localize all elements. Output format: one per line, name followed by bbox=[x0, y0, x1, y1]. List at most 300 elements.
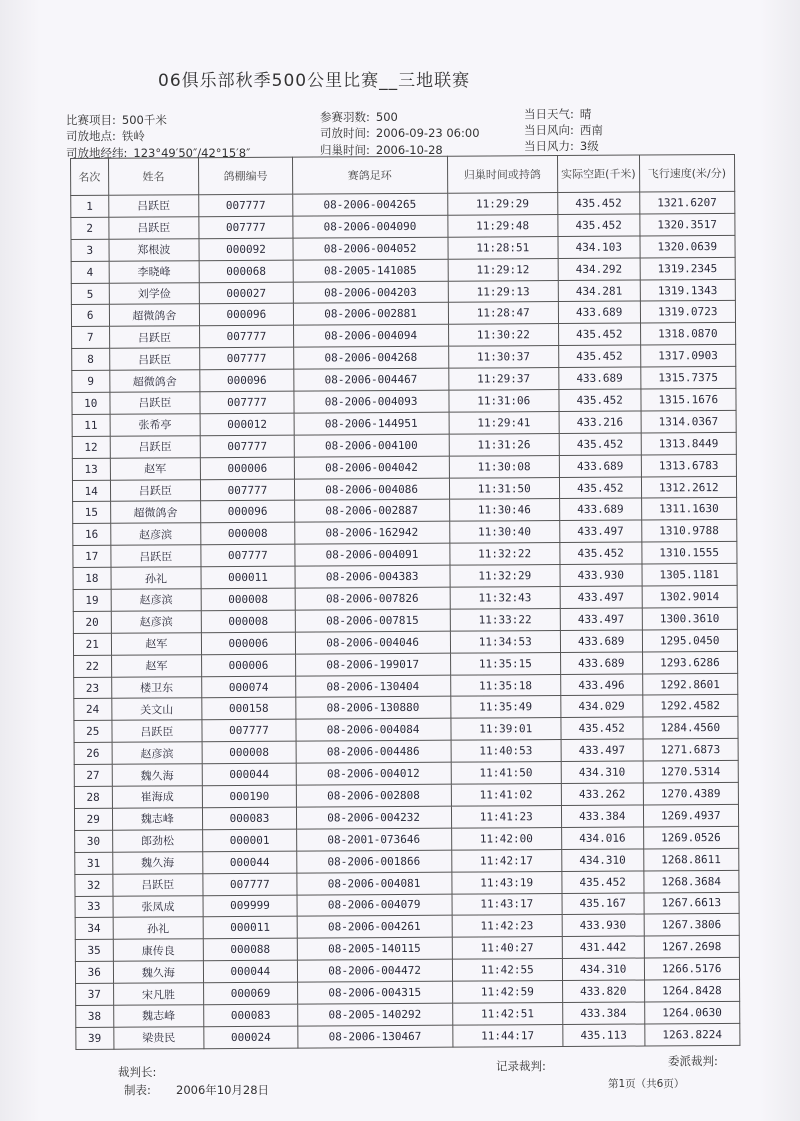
referee-label: 裁判长: bbox=[118, 1065, 157, 1079]
cell-rank: 27 bbox=[74, 764, 112, 786]
cell-return-time: 11:29:41 bbox=[449, 411, 560, 434]
cell-return-time: 11:40:53 bbox=[451, 740, 562, 763]
cell-rank: 20 bbox=[73, 611, 111, 633]
cell-return-time: 11:29:12 bbox=[448, 258, 559, 281]
cell-distance: 435.452 bbox=[559, 389, 641, 411]
cell-name: 关文山 bbox=[111, 698, 202, 720]
cell-race-ring: 08-2001-073646 bbox=[296, 828, 451, 851]
results-table bbox=[70, 154, 740, 1050]
cell-race-ring: 08-2005-140115 bbox=[297, 937, 452, 960]
cell-return-time: 11:31:26 bbox=[449, 433, 560, 456]
cell-rank: 26 bbox=[74, 743, 112, 765]
cell-distance: 434.103 bbox=[558, 236, 640, 258]
cell-return-time: 11:29:48 bbox=[447, 214, 558, 237]
header-rank: 名次 bbox=[71, 158, 109, 195]
tabulator-date: 2006年10月28日 bbox=[176, 1083, 270, 1097]
page-info: 第1页（共6页） bbox=[608, 1078, 685, 1090]
cell-rank: 19 bbox=[73, 589, 111, 611]
cell-loft-number: 007777 bbox=[203, 873, 297, 895]
weather-info bbox=[524, 106, 591, 122]
cell-name: 赵彦滨 bbox=[111, 611, 202, 633]
cell-distance: 431.442 bbox=[562, 936, 644, 958]
cell-loft-number: 000088 bbox=[203, 938, 297, 960]
cell-return-time: 11:30:46 bbox=[449, 499, 560, 522]
cell-race-ring: 08-2006-004232 bbox=[296, 806, 451, 829]
cell-race-ring: 08-2006-002887 bbox=[294, 500, 449, 523]
cell-name: 康传良 bbox=[113, 939, 204, 961]
cell-distance: 435.452 bbox=[559, 345, 641, 367]
cell-distance: 433.689 bbox=[560, 630, 642, 652]
cell-speed: 1267.3806 bbox=[644, 914, 740, 936]
cell-rank: 6 bbox=[71, 305, 109, 327]
cell-return-time: 11:29:13 bbox=[448, 280, 559, 303]
cell-distance: 433.930 bbox=[562, 914, 644, 936]
cell-speed: 1266.5176 bbox=[644, 958, 740, 980]
cell-distance: 433.930 bbox=[560, 564, 642, 586]
cell-return-time: 11:31:06 bbox=[448, 390, 559, 413]
cell-return-time: 11:41:50 bbox=[451, 762, 562, 785]
cell-rank: 32 bbox=[75, 874, 113, 896]
results-table-body bbox=[71, 191, 740, 1049]
cell-name: 魏志峰 bbox=[112, 808, 203, 830]
release-site-value: 铁岭 bbox=[121, 129, 145, 143]
cell-return-time: 11:43:19 bbox=[451, 871, 562, 894]
cell-loft-number: 007777 bbox=[199, 216, 293, 238]
cell-distance: 433.496 bbox=[561, 674, 643, 696]
cell-speed: 1268.8611 bbox=[643, 848, 739, 870]
wind-direction-label: 当日风向: bbox=[524, 123, 574, 137]
cell-distance: 434.029 bbox=[561, 695, 643, 717]
cell-name: 吕跃臣 bbox=[109, 348, 200, 370]
cell-rank: 39 bbox=[76, 1027, 114, 1049]
cell-name: 吕跃臣 bbox=[109, 326, 200, 348]
cell-name: 吕跃臣 bbox=[108, 217, 199, 239]
cell-rank: 25 bbox=[74, 721, 112, 743]
cell-loft-number: 000008 bbox=[201, 610, 295, 632]
cell-race-ring: 08-2006-004100 bbox=[294, 434, 449, 457]
cell-loft-number: 007777 bbox=[200, 391, 294, 413]
cell-speed: 1320.0639 bbox=[640, 235, 736, 257]
cell-speed: 1319.2345 bbox=[640, 257, 736, 279]
cell-race-ring: 08-2006-130404 bbox=[295, 675, 450, 698]
cell-speed: 1312.2612 bbox=[641, 476, 737, 498]
cell-race-ring: 08-2006-004081 bbox=[297, 872, 452, 895]
cell-distance: 434.310 bbox=[561, 761, 643, 783]
cell-name: 梁贵民 bbox=[113, 1027, 204, 1049]
cell-distance: 433.216 bbox=[559, 411, 641, 433]
cell-speed: 1315.7375 bbox=[640, 367, 736, 389]
cell-speed: 1267.2698 bbox=[644, 936, 740, 958]
cell-rank: 12 bbox=[72, 436, 110, 458]
cell-rank: 11 bbox=[72, 414, 110, 436]
cell-speed: 1320.3517 bbox=[639, 213, 735, 235]
cell-loft-number: 000096 bbox=[200, 369, 294, 391]
race-item-value: 500千米 bbox=[121, 113, 167, 127]
cell-speed: 1264.8428 bbox=[644, 979, 740, 1001]
cell-return-time: 11:30:37 bbox=[448, 346, 559, 369]
cell-loft-number: 000074 bbox=[202, 676, 296, 698]
cell-loft-number: 007777 bbox=[200, 435, 294, 457]
cell-race-ring: 08-2006-001866 bbox=[296, 850, 451, 873]
cell-loft-number: 000006 bbox=[202, 654, 296, 676]
cell-distance: 435.452 bbox=[561, 717, 643, 739]
cell-loft-number: 000068 bbox=[199, 260, 293, 282]
cell-loft-number: 000008 bbox=[201, 522, 295, 544]
cell-race-ring: 08-2006-004261 bbox=[297, 916, 452, 939]
cell-race-ring: 08-2006-007815 bbox=[295, 609, 450, 632]
header-speed: 飞行速度(米/分) bbox=[639, 154, 735, 192]
cell-race-ring: 08-2006-004046 bbox=[295, 631, 450, 654]
cell-return-time: 11:30:22 bbox=[448, 324, 559, 347]
cell-rank: 24 bbox=[74, 699, 112, 721]
cell-speed: 1284.4560 bbox=[642, 717, 738, 739]
cell-return-time: 11:42:17 bbox=[451, 849, 562, 872]
cell-speed: 1310.1555 bbox=[641, 542, 737, 564]
cell-race-ring: 08-2006-004265 bbox=[292, 193, 447, 216]
release-coords-value: 123°49′50″/42°15′8″ bbox=[133, 146, 251, 160]
cell-speed: 1267.6613 bbox=[644, 892, 740, 914]
cell-race-ring: 08-2006-004472 bbox=[297, 959, 452, 982]
cell-distance: 433.689 bbox=[559, 367, 641, 389]
cell-name: 孙礼 bbox=[111, 567, 202, 589]
header-distance: 实际空距(千米) bbox=[557, 155, 639, 192]
header-name: 姓名 bbox=[108, 158, 199, 196]
cell-loft-number: 000092 bbox=[199, 238, 293, 260]
cell-distance: 433.497 bbox=[561, 739, 643, 761]
cell-return-time: 11:44:17 bbox=[452, 1024, 563, 1047]
cell-rank: 2 bbox=[71, 217, 109, 239]
cell-speed: 1292.8601 bbox=[642, 673, 738, 695]
cell-return-time: 11:28:51 bbox=[447, 236, 558, 259]
cell-speed: 1271.6873 bbox=[643, 739, 739, 761]
cell-race-ring: 08-2005-141085 bbox=[293, 259, 448, 282]
cell-rank: 38 bbox=[76, 1005, 114, 1027]
cell-race-ring: 08-2006-004090 bbox=[293, 215, 448, 238]
cell-return-time: 11:35:49 bbox=[450, 696, 561, 719]
cell-speed: 1310.9788 bbox=[641, 520, 737, 542]
cell-loft-number: 009999 bbox=[203, 895, 297, 917]
cell-rank: 23 bbox=[74, 677, 112, 699]
cell-distance: 433.262 bbox=[561, 783, 643, 805]
cell-name: 魏志峰 bbox=[113, 1005, 204, 1027]
release-time-label: 司放时间: bbox=[320, 126, 370, 140]
cell-rank: 18 bbox=[73, 567, 111, 589]
release-site-info bbox=[66, 128, 145, 144]
cell-distance: 433.497 bbox=[560, 586, 642, 608]
cell-distance: 433.689 bbox=[560, 498, 642, 520]
cell-name: 赵军 bbox=[111, 633, 202, 655]
wind-force-label: 当日风力: bbox=[524, 139, 574, 153]
cell-rank: 31 bbox=[75, 852, 113, 874]
cell-loft-number: 000011 bbox=[201, 566, 295, 588]
cell-race-ring: 08-2006-130467 bbox=[298, 1025, 453, 1048]
cell-rank: 34 bbox=[75, 918, 113, 940]
wind-force-info bbox=[524, 138, 599, 154]
cell-return-time: 11:42:51 bbox=[452, 1002, 563, 1025]
cell-return-time: 11:42:55 bbox=[452, 959, 563, 982]
cell-distance: 434.292 bbox=[558, 258, 640, 280]
cell-race-ring: 08-2006-002881 bbox=[293, 303, 448, 326]
cell-loft-number: 000008 bbox=[202, 741, 296, 763]
cell-speed: 1270.5314 bbox=[643, 761, 739, 783]
cell-race-ring: 08-2006-004079 bbox=[297, 894, 452, 917]
cell-rank: 13 bbox=[72, 458, 110, 480]
cell-rank: 8 bbox=[72, 348, 110, 370]
cell-speed: 1269.0526 bbox=[643, 826, 739, 848]
cell-speed: 1263.8224 bbox=[644, 1023, 740, 1045]
cell-loft-number: 000044 bbox=[202, 763, 296, 785]
cell-rank: 5 bbox=[71, 283, 109, 305]
table-row bbox=[76, 1023, 740, 1049]
cell-rank: 17 bbox=[73, 546, 111, 568]
member-referee-label: 委派裁判: bbox=[668, 1054, 718, 1068]
cell-loft-number: 000096 bbox=[200, 304, 294, 326]
cell-speed: 1315.1676 bbox=[640, 388, 736, 410]
cell-name: 崔海成 bbox=[112, 786, 203, 808]
cell-loft-number: 007777 bbox=[201, 544, 295, 566]
cell-return-time: 11:33:22 bbox=[450, 608, 561, 631]
cell-loft-number: 007777 bbox=[201, 479, 295, 501]
cell-speed: 1313.6783 bbox=[641, 454, 737, 476]
recorder-label: 记录裁判: bbox=[496, 1059, 546, 1073]
cell-loft-number: 000006 bbox=[201, 457, 295, 479]
cell-speed: 1319.1343 bbox=[640, 279, 736, 301]
cell-distance: 433.384 bbox=[563, 1002, 645, 1024]
cell-distance: 435.452 bbox=[558, 214, 640, 236]
weather-label: 当日天气: bbox=[524, 107, 574, 121]
cell-distance: 433.497 bbox=[560, 520, 642, 542]
cell-rank: 36 bbox=[75, 961, 113, 983]
cell-name: 超微鸽舍 bbox=[109, 304, 200, 326]
cell-loft-number: 007777 bbox=[202, 720, 296, 742]
cell-race-ring: 08-2006-162942 bbox=[294, 522, 449, 545]
cell-name: 张凤成 bbox=[113, 895, 204, 917]
document-title: 06俱乐部秋季500公里比赛__三地联赛 bbox=[158, 71, 471, 91]
cell-rank: 28 bbox=[74, 786, 112, 808]
cell-speed: 1300.3610 bbox=[642, 607, 738, 629]
cell-speed: 1270.4389 bbox=[643, 782, 739, 804]
cell-distance: 435.452 bbox=[559, 477, 641, 499]
cell-name: 魏久海 bbox=[112, 851, 203, 873]
cell-loft-number: 007777 bbox=[199, 194, 293, 216]
cell-rank: 10 bbox=[72, 392, 110, 414]
cell-name: 吕跃臣 bbox=[110, 545, 201, 567]
cell-distance: 434.281 bbox=[558, 280, 640, 302]
cell-race-ring: 08-2006-002808 bbox=[296, 784, 451, 807]
cell-return-time: 11:29:37 bbox=[448, 368, 559, 391]
cell-loft-number: 000069 bbox=[204, 982, 298, 1004]
cell-race-ring: 08-2006-004094 bbox=[293, 325, 448, 348]
cell-name: 吕跃臣 bbox=[109, 392, 200, 414]
entries-value: 500 bbox=[375, 110, 398, 124]
cell-rank: 9 bbox=[72, 370, 110, 392]
cell-race-ring: 08-2006-004268 bbox=[293, 346, 448, 369]
table-header-row bbox=[71, 154, 735, 195]
cell-return-time: 11:32:29 bbox=[449, 565, 560, 588]
cell-rank: 4 bbox=[71, 261, 109, 283]
cell-race-ring: 08-2006-004012 bbox=[296, 762, 451, 785]
cell-name: 张希亭 bbox=[110, 414, 201, 436]
cell-speed: 1264.0630 bbox=[644, 1001, 740, 1023]
cell-name: 楼卫东 bbox=[111, 676, 202, 698]
cell-speed: 1314.0367 bbox=[641, 410, 737, 432]
cell-loft-number: 000044 bbox=[204, 960, 298, 982]
cell-name: 赵军 bbox=[110, 457, 201, 479]
cell-rank: 3 bbox=[71, 239, 109, 261]
cell-rank: 15 bbox=[73, 502, 111, 524]
cell-speed: 1321.6207 bbox=[639, 191, 735, 213]
cell-loft-number: 000012 bbox=[200, 413, 294, 435]
cell-return-time: 11:42:59 bbox=[452, 981, 563, 1004]
race-item-label: 比赛项目: bbox=[66, 113, 116, 127]
cell-speed: 1317.0903 bbox=[640, 345, 736, 367]
cell-distance: 433.689 bbox=[559, 455, 641, 477]
cell-distance: 435.113 bbox=[563, 1024, 645, 1046]
cell-rank: 33 bbox=[75, 896, 113, 918]
cell-race-ring: 08-2006-007826 bbox=[295, 587, 450, 610]
cell-rank: 35 bbox=[75, 940, 113, 962]
cell-loft-number: 000096 bbox=[201, 501, 295, 523]
cell-distance: 433.689 bbox=[560, 652, 642, 674]
cell-rank: 21 bbox=[73, 633, 111, 655]
cell-return-time: 11:40:27 bbox=[452, 937, 563, 960]
cell-speed: 1319.0723 bbox=[640, 301, 736, 323]
cell-name: 吕跃臣 bbox=[108, 195, 199, 217]
cell-name: 超微鸽舍 bbox=[110, 501, 201, 523]
cell-name: 吕跃臣 bbox=[110, 479, 201, 501]
tabulator-label: 制表: bbox=[124, 1083, 151, 1097]
cell-race-ring: 08-2006-004383 bbox=[295, 565, 450, 588]
entries-info bbox=[320, 109, 398, 125]
cell-rank: 16 bbox=[73, 524, 111, 546]
cell-name: 孙礼 bbox=[113, 917, 204, 939]
header-return-time: 归巢时间或持鸽 bbox=[447, 156, 558, 194]
cell-distance: 433.820 bbox=[562, 980, 644, 1002]
cell-return-time: 11:30:40 bbox=[449, 521, 560, 544]
cell-loft-number: 000008 bbox=[201, 588, 295, 610]
cell-return-time: 11:35:18 bbox=[450, 674, 561, 697]
cell-name: 魏久海 bbox=[112, 764, 203, 786]
cell-race-ring: 08-2006-004093 bbox=[294, 390, 449, 413]
cell-race-ring: 08-2005-140292 bbox=[297, 1003, 452, 1026]
cell-loft-number: 000083 bbox=[204, 1004, 298, 1026]
cell-return-time: 11:31:50 bbox=[449, 477, 560, 500]
cell-race-ring: 08-2006-004467 bbox=[293, 368, 448, 391]
cell-speed: 1295.0450 bbox=[642, 629, 738, 651]
cell-rank: 29 bbox=[74, 808, 112, 830]
cell-name: 赵彦滨 bbox=[112, 742, 203, 764]
cell-speed: 1302.9014 bbox=[642, 585, 738, 607]
cell-race-ring: 08-2006-004052 bbox=[293, 237, 448, 260]
cell-loft-number: 007777 bbox=[200, 325, 294, 347]
cell-race-ring: 08-2006-004315 bbox=[297, 981, 452, 1004]
cell-distance: 433.689 bbox=[558, 301, 640, 323]
race-item-info bbox=[66, 112, 167, 128]
cell-race-ring: 08-2006-004042 bbox=[294, 456, 449, 479]
cell-rank: 1 bbox=[71, 195, 109, 217]
cell-return-time: 11:32:22 bbox=[449, 543, 560, 566]
cell-name: 魏久海 bbox=[113, 961, 204, 983]
cell-speed: 1313.8449 bbox=[641, 432, 737, 454]
cell-race-ring: 08-2006-004203 bbox=[293, 281, 448, 304]
cell-race-ring: 08-2006-199017 bbox=[295, 653, 450, 676]
cell-distance: 435.452 bbox=[558, 192, 640, 214]
cell-return-time: 11:35:15 bbox=[450, 652, 561, 675]
cell-name: 李晓峰 bbox=[109, 260, 200, 282]
cell-loft-number: 000044 bbox=[203, 851, 297, 873]
cell-distance: 435.452 bbox=[558, 323, 640, 345]
cell-loft-number: 000083 bbox=[203, 807, 297, 829]
cell-name: 吕跃臣 bbox=[111, 720, 202, 742]
wind-force-value: 3级 bbox=[579, 139, 599, 153]
cell-race-ring: 08-2006-004091 bbox=[295, 543, 450, 566]
cell-name: 宋凡胜 bbox=[113, 983, 204, 1005]
cell-return-time: 11:41:02 bbox=[451, 784, 562, 807]
return-time-label: 归巢时间: bbox=[320, 143, 370, 157]
cell-rank: 7 bbox=[72, 327, 110, 349]
cell-loft-number: 007777 bbox=[200, 347, 294, 369]
cell-loft-number: 000006 bbox=[202, 632, 296, 654]
cell-loft-number: 000001 bbox=[203, 829, 297, 851]
cell-distance: 435.452 bbox=[562, 871, 644, 893]
cell-race-ring: 08-2006-004486 bbox=[296, 740, 451, 763]
cell-loft-number: 000011 bbox=[203, 917, 297, 939]
cell-name: 刘学俭 bbox=[109, 282, 200, 304]
header-loft-number: 鸽棚编号 bbox=[199, 157, 293, 195]
cell-name: 超微鸽舍 bbox=[109, 370, 200, 392]
cell-race-ring: 08-2006-130880 bbox=[296, 697, 451, 720]
wind-direction-value: 西南 bbox=[579, 123, 603, 137]
cell-name: 郎劲松 bbox=[112, 830, 203, 852]
cell-race-ring: 08-2006-144951 bbox=[294, 412, 449, 435]
cell-loft-number: 000027 bbox=[199, 282, 293, 304]
entries-label: 参赛羽数: bbox=[320, 110, 370, 124]
cell-speed: 1311.1630 bbox=[641, 498, 737, 520]
wind-direction-info bbox=[524, 122, 603, 138]
cell-name: 赵彦滨 bbox=[110, 523, 201, 545]
cell-return-time: 11:29:29 bbox=[447, 193, 558, 216]
cell-loft-number: 000158 bbox=[202, 698, 296, 720]
cell-speed: 1305.1181 bbox=[642, 564, 738, 586]
cell-distance: 435.452 bbox=[560, 542, 642, 564]
cell-distance: 435.167 bbox=[562, 893, 644, 915]
cell-name: 吕跃臣 bbox=[112, 873, 203, 895]
cell-name: 赵军 bbox=[111, 654, 202, 676]
cell-distance: 433.497 bbox=[560, 608, 642, 630]
cell-return-time: 11:34:53 bbox=[450, 630, 561, 653]
cell-return-time: 11:43:17 bbox=[452, 893, 563, 916]
release-site-label: 司放地点: bbox=[66, 129, 116, 143]
cell-rank: 30 bbox=[75, 830, 113, 852]
release-time-info bbox=[320, 125, 480, 141]
cell-name: 赵彦滨 bbox=[111, 589, 202, 611]
weather-value: 晴 bbox=[579, 107, 592, 121]
cell-distance: 434.310 bbox=[562, 849, 644, 871]
cell-rank: 37 bbox=[76, 983, 114, 1005]
release-coords-label: 司放地经纬: bbox=[66, 146, 128, 160]
cell-rank: 22 bbox=[74, 655, 112, 677]
cell-race-ring: 08-2006-004086 bbox=[294, 478, 449, 501]
cell-return-time: 11:41:23 bbox=[451, 805, 562, 828]
cell-rank: 14 bbox=[72, 480, 110, 502]
cell-return-time: 11:32:43 bbox=[450, 587, 561, 610]
cell-loft-number: 000190 bbox=[203, 785, 297, 807]
cell-return-time: 11:39:01 bbox=[450, 718, 561, 741]
header-race-ring: 赛鸽足环 bbox=[292, 156, 447, 194]
cell-distance: 433.384 bbox=[561, 805, 643, 827]
cell-speed: 1268.3684 bbox=[643, 870, 739, 892]
release-time-value: 2006-09-23 06:00 bbox=[375, 126, 480, 140]
